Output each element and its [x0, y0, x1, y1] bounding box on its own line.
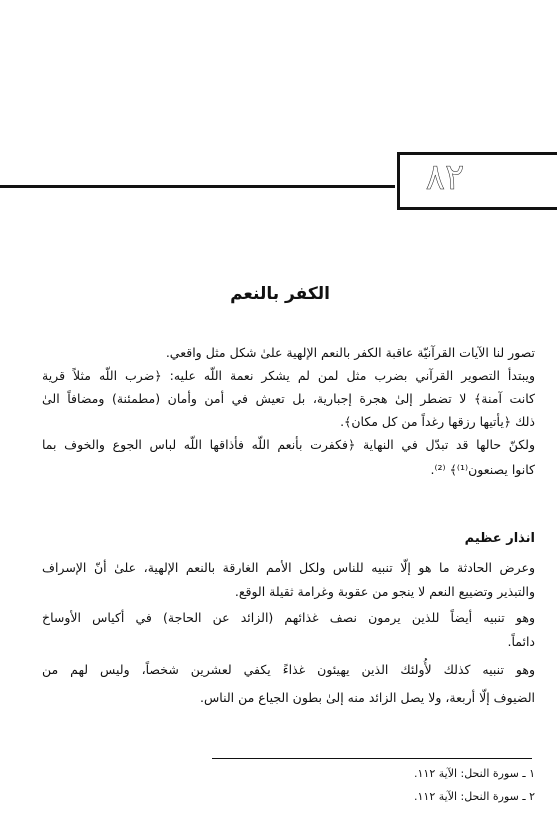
section-line-6: الضيوف إلّا أربعة، ولا يصل الزائد منه إلىٰ بطون الجياع من الناس.	[200, 690, 535, 705]
section-line-5: وهو تنبيه كذلك لأُولئك الذين يهيئون غذاءً يكفي لعشرين شخصاً، وليس لهم من	[42, 662, 535, 677]
chapter-number: ٨٢	[425, 157, 465, 198]
footnote-2: ٢ ـ سورة النحل: الآية ١١٢.	[414, 790, 535, 803]
body-line-6: كانوا يصنعون⁽¹⁾﴾ ⁽²⁾.	[430, 462, 535, 477]
section-heading: انذار عظيم	[464, 531, 535, 546]
body-line-5: ولكنّ حالها قد تبدّل في النهاية ﴿فكفرت بأنعم اللّه فأذاقها اللّه لباس الجوع والخوف بما	[42, 437, 535, 452]
section-line-1: وعرض الحادثة ما هو إلّا تنبيه للناس ولكل الأمم الغارقة بالنعم الإلهية، علىٰ أنّ الإسراف	[42, 560, 535, 575]
body-line-4: ذلك ﴿يأتيها رزقها رغداً من كل مكان﴾.	[340, 414, 535, 429]
body-line-2: ويبتدأ التصوير القرآني بضرب مثل لمن لم يشكر نعمة اللّه عليه: ﴿ضرب اللّه مثلاً قرية	[42, 368, 535, 383]
section-line-2: والتبذير وتضييع النعم لا ينجو من عقوبة وغرامة ثقيلة الوقع.	[234, 584, 535, 599]
section-line-4: دائماً.	[507, 634, 535, 649]
page-title: الكفر بالنعم	[230, 284, 330, 304]
section-line-3: وهو تنبيه أيضاً للذين يرمون نصف غذائهم (الزائد عن الحاجة) في أكياس الأوساخ	[42, 610, 535, 625]
footnote-1: ١ ـ سورة النحل: الآية ١١٢.	[414, 767, 535, 780]
header-rule	[0, 185, 395, 188]
body-line-1: تصور لنا الآيات القرآنيّة عاقبة الكفر بالنعم الإلهية علىٰ شكل مثل واقعي.	[165, 345, 535, 360]
body-line-3: كانت آمنة﴾ لا تضطر إلىٰ هجرة إجبارية، بل تعيش في أمن وأمان (مطمئنة) ومضافاً الىٰ	[42, 391, 535, 406]
footnote-divider	[212, 758, 532, 759]
